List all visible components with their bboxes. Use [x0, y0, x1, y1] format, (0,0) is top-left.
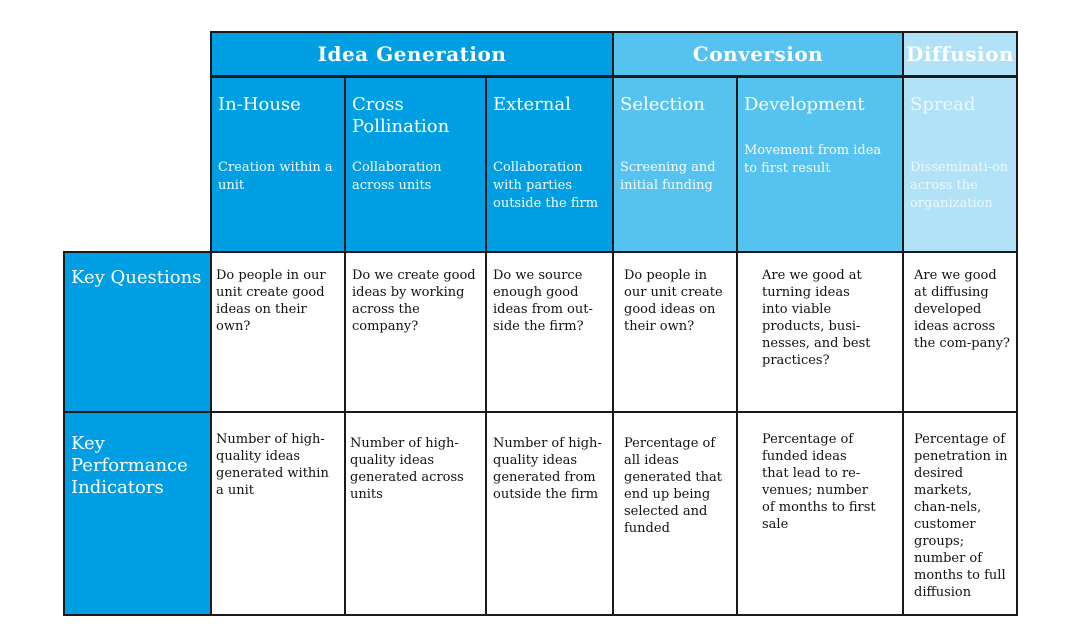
- row-header-label: Key Questions: [71, 267, 202, 288]
- cell-text: Number of high-quality ideas generated from outside the firm: [493, 436, 602, 502]
- table-cell: [346, 413, 487, 616]
- table-cell: [904, 413, 1018, 616]
- cell-text: Do people in our unit create good ideas on their own?: [624, 268, 723, 334]
- phase-label: Idea Generation: [317, 42, 507, 66]
- cell-text: Are we good at turning ideas into viable products, busi-nesses, and best practices?: [762, 268, 871, 368]
- subcol-desc: Creation within a unit: [218, 160, 333, 193]
- subcol-title: Selection: [620, 94, 705, 115]
- subcol-title: In-House: [218, 94, 301, 115]
- subcol-desc: Screening and initial funding: [620, 160, 716, 193]
- table-cell: [487, 413, 614, 616]
- subcol-selection: [614, 78, 738, 253]
- table-cell: [904, 253, 1018, 413]
- subcol-desc: Collaboration across units: [352, 160, 442, 193]
- subcol-title: Spread: [910, 94, 976, 115]
- cell-text: Do people in our unit create good ideas on their own?: [216, 268, 326, 334]
- table-cell: [614, 413, 738, 616]
- cell-text: Percentage of penetration in desired markets, chan-nels, customer groups; number of months to full diffusion: [914, 432, 1008, 600]
- row-header-label: Key Performance Indicators: [71, 433, 188, 498]
- subcol-spread: [904, 78, 1018, 253]
- subcol-title: Cross Pollination: [352, 94, 450, 137]
- subcol-title: External: [493, 94, 571, 115]
- subcol-external: [487, 78, 614, 253]
- table-cell: [738, 253, 904, 413]
- phase-label: Diffusion: [906, 42, 1014, 66]
- subcol-desc: Collaboration with parties outside the firm: [493, 160, 599, 211]
- subcol-desc: Movement from idea to first result: [744, 143, 882, 176]
- subcol-development: [738, 78, 904, 253]
- phase-conversion: [614, 33, 904, 78]
- table-cell: [212, 253, 346, 413]
- row-header-kpi: [65, 413, 212, 616]
- subcol-in-house: [212, 78, 346, 253]
- subcol-title: Development: [744, 94, 865, 115]
- subcol-desc: Disseminati-on across the organization: [910, 160, 1009, 211]
- table-cell: [738, 413, 904, 616]
- cell-text: Do we create good ideas by working across the company?: [352, 268, 476, 334]
- phase-diffusion: [904, 33, 1018, 78]
- table-cell: [346, 253, 487, 413]
- cell-text: Percentage of funded ideas that lead to re-venues; number of months to first sale: [762, 432, 876, 532]
- subcol-cross-pollination: [346, 78, 487, 253]
- phase-label: Conversion: [692, 42, 824, 66]
- cell-text: Number of high-quality ideas generated across units: [350, 436, 464, 502]
- cell-text: Percentage of all ideas generated that end up being selected and funded: [624, 436, 722, 536]
- cell-text: Do we source enough good ideas from out-side the firm?: [493, 268, 593, 334]
- phase-idea-generation: [212, 33, 614, 78]
- table-cell: [212, 413, 346, 616]
- table-cell: [614, 253, 738, 413]
- cell-text: Are we good at diffusing developed ideas across the com-pany?: [914, 268, 1011, 351]
- cell-text: Number of high-quality ideas generated within a unit: [216, 432, 329, 498]
- row-header-key-questions: [65, 253, 212, 413]
- table-cell: [487, 253, 614, 413]
